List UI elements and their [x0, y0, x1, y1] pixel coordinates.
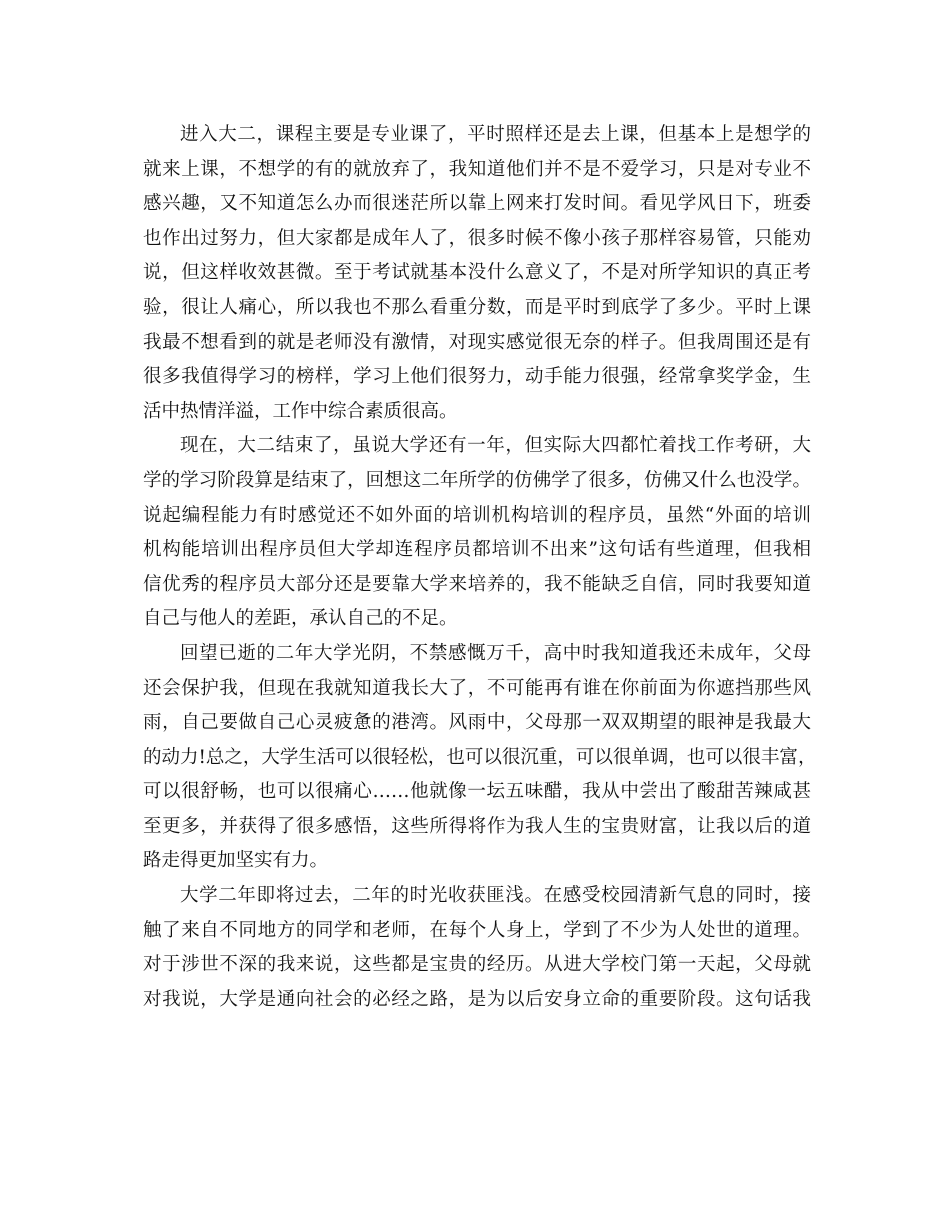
text-line: 感兴趣，又不知道怎么办而很迷茫所以靠上网来打发时间。看见学风日下，班委 [143, 193, 811, 215]
text-line: 回望已逝的二年大学光阴，不禁感慨万千，高中时我知道我还未成年，父母 [180, 642, 811, 664]
text-line: 的动力!总之，大学生活可以很轻松，也可以很沉重，可以很单调，也可以很丰富， [143, 746, 817, 768]
text-line: 很多我值得学习的榜样，学习上他们很努力，动手能力很强，经常拿奖学金，生 [143, 366, 811, 388]
text-line: 可以很舒畅，也可以很痛心……他就像一坛五味醋，我从中尝出了酸甜苦辣咸甚 [143, 781, 811, 803]
text-line: 学的学习阶段算是结束了，回想这二年所学的仿佛学了很多，仿佛又什么也没学。 [143, 469, 811, 491]
text-line: 对于涉世不深的我来说，这些都是宝贵的经历。从进大学校门第一天起，父母就 [143, 954, 811, 976]
text-line: 说，但这样收效甚微。至于考试就基本没什么意义了，不是对所学知识的真正考 [143, 262, 811, 284]
text-line: 就来上课，不想学的有的就放弃了，我知道他们并不是不爱学习，只是对专业不 [143, 158, 811, 180]
text-line: 雨，自己要做自己心灵疲惫的港湾。风雨中，父母那一双双期望的眼神是我最大 [143, 712, 811, 734]
text-line: 路走得更加坚实有力。 [143, 850, 329, 872]
text-line: 对我说，大学是通向社会的必经之路，是为以后安身立命的重要阶段。这句话我 [143, 988, 811, 1010]
paragraph-1 [143, 118, 811, 429]
text-line: 还会保护我，但现在我就知道我长大了，不可能再有谁在你前面为你遮挡那些风 [143, 677, 811, 699]
text-line: 进入大二，课程主要是专业课了，平时照样还是去上课，但基本上是想学的 [180, 124, 811, 145]
text-line: 验，很让人痛心，所以我也不那么看重分数，而是平时到底学了多少。平时上课 [143, 296, 811, 318]
text-line: 活中热情洋溢，工作中综合素质很高。 [143, 400, 458, 422]
text-line: 现在，大二结束了，虽说大学还有一年，但实际大四都忙着找工作考研，大 [180, 435, 811, 457]
paragraph-3 [143, 637, 817, 879]
paragraph-2 [143, 429, 811, 637]
document-body [143, 118, 817, 1017]
text-line: 大学二年即将过去，二年的时光收获匪浅。在感受校园清新气息的同时，接 [180, 885, 811, 907]
text-line: 触了来自不同地方的同学和老师，在每个人身上，学到了不少为人处世的道理。 [143, 919, 811, 941]
text-line: 说起编程能力有时感觉还不如外面的培训机构培训的程序员，虽然“外面的培训 [143, 504, 811, 526]
text-line: 机构能培训出程序员但大学却连程序员都培训不出来”这句话有些道理，但我相 [143, 539, 811, 561]
paragraph-4 [143, 879, 811, 1017]
text-line: 自己与他人的差距，承认自己的不足。 [143, 608, 458, 630]
text-line: 至更多，并获得了很多感悟，这些所得将作为我人生的宝贵财富，让我以后的道 [143, 815, 811, 837]
text-line: 也作出过努力，但大家都是成年人了，很多时候不像小孩子那样容易管，只能劝 [143, 227, 811, 249]
text-line: 我最不想看到的就是老师没有激情，对现实感觉很无奈的样子。但我周围还是有 [143, 331, 811, 353]
text-line: 信优秀的程序员大部分还是要靠大学来培养的，我不能缺乏自信，同时我要知道 [143, 573, 811, 595]
